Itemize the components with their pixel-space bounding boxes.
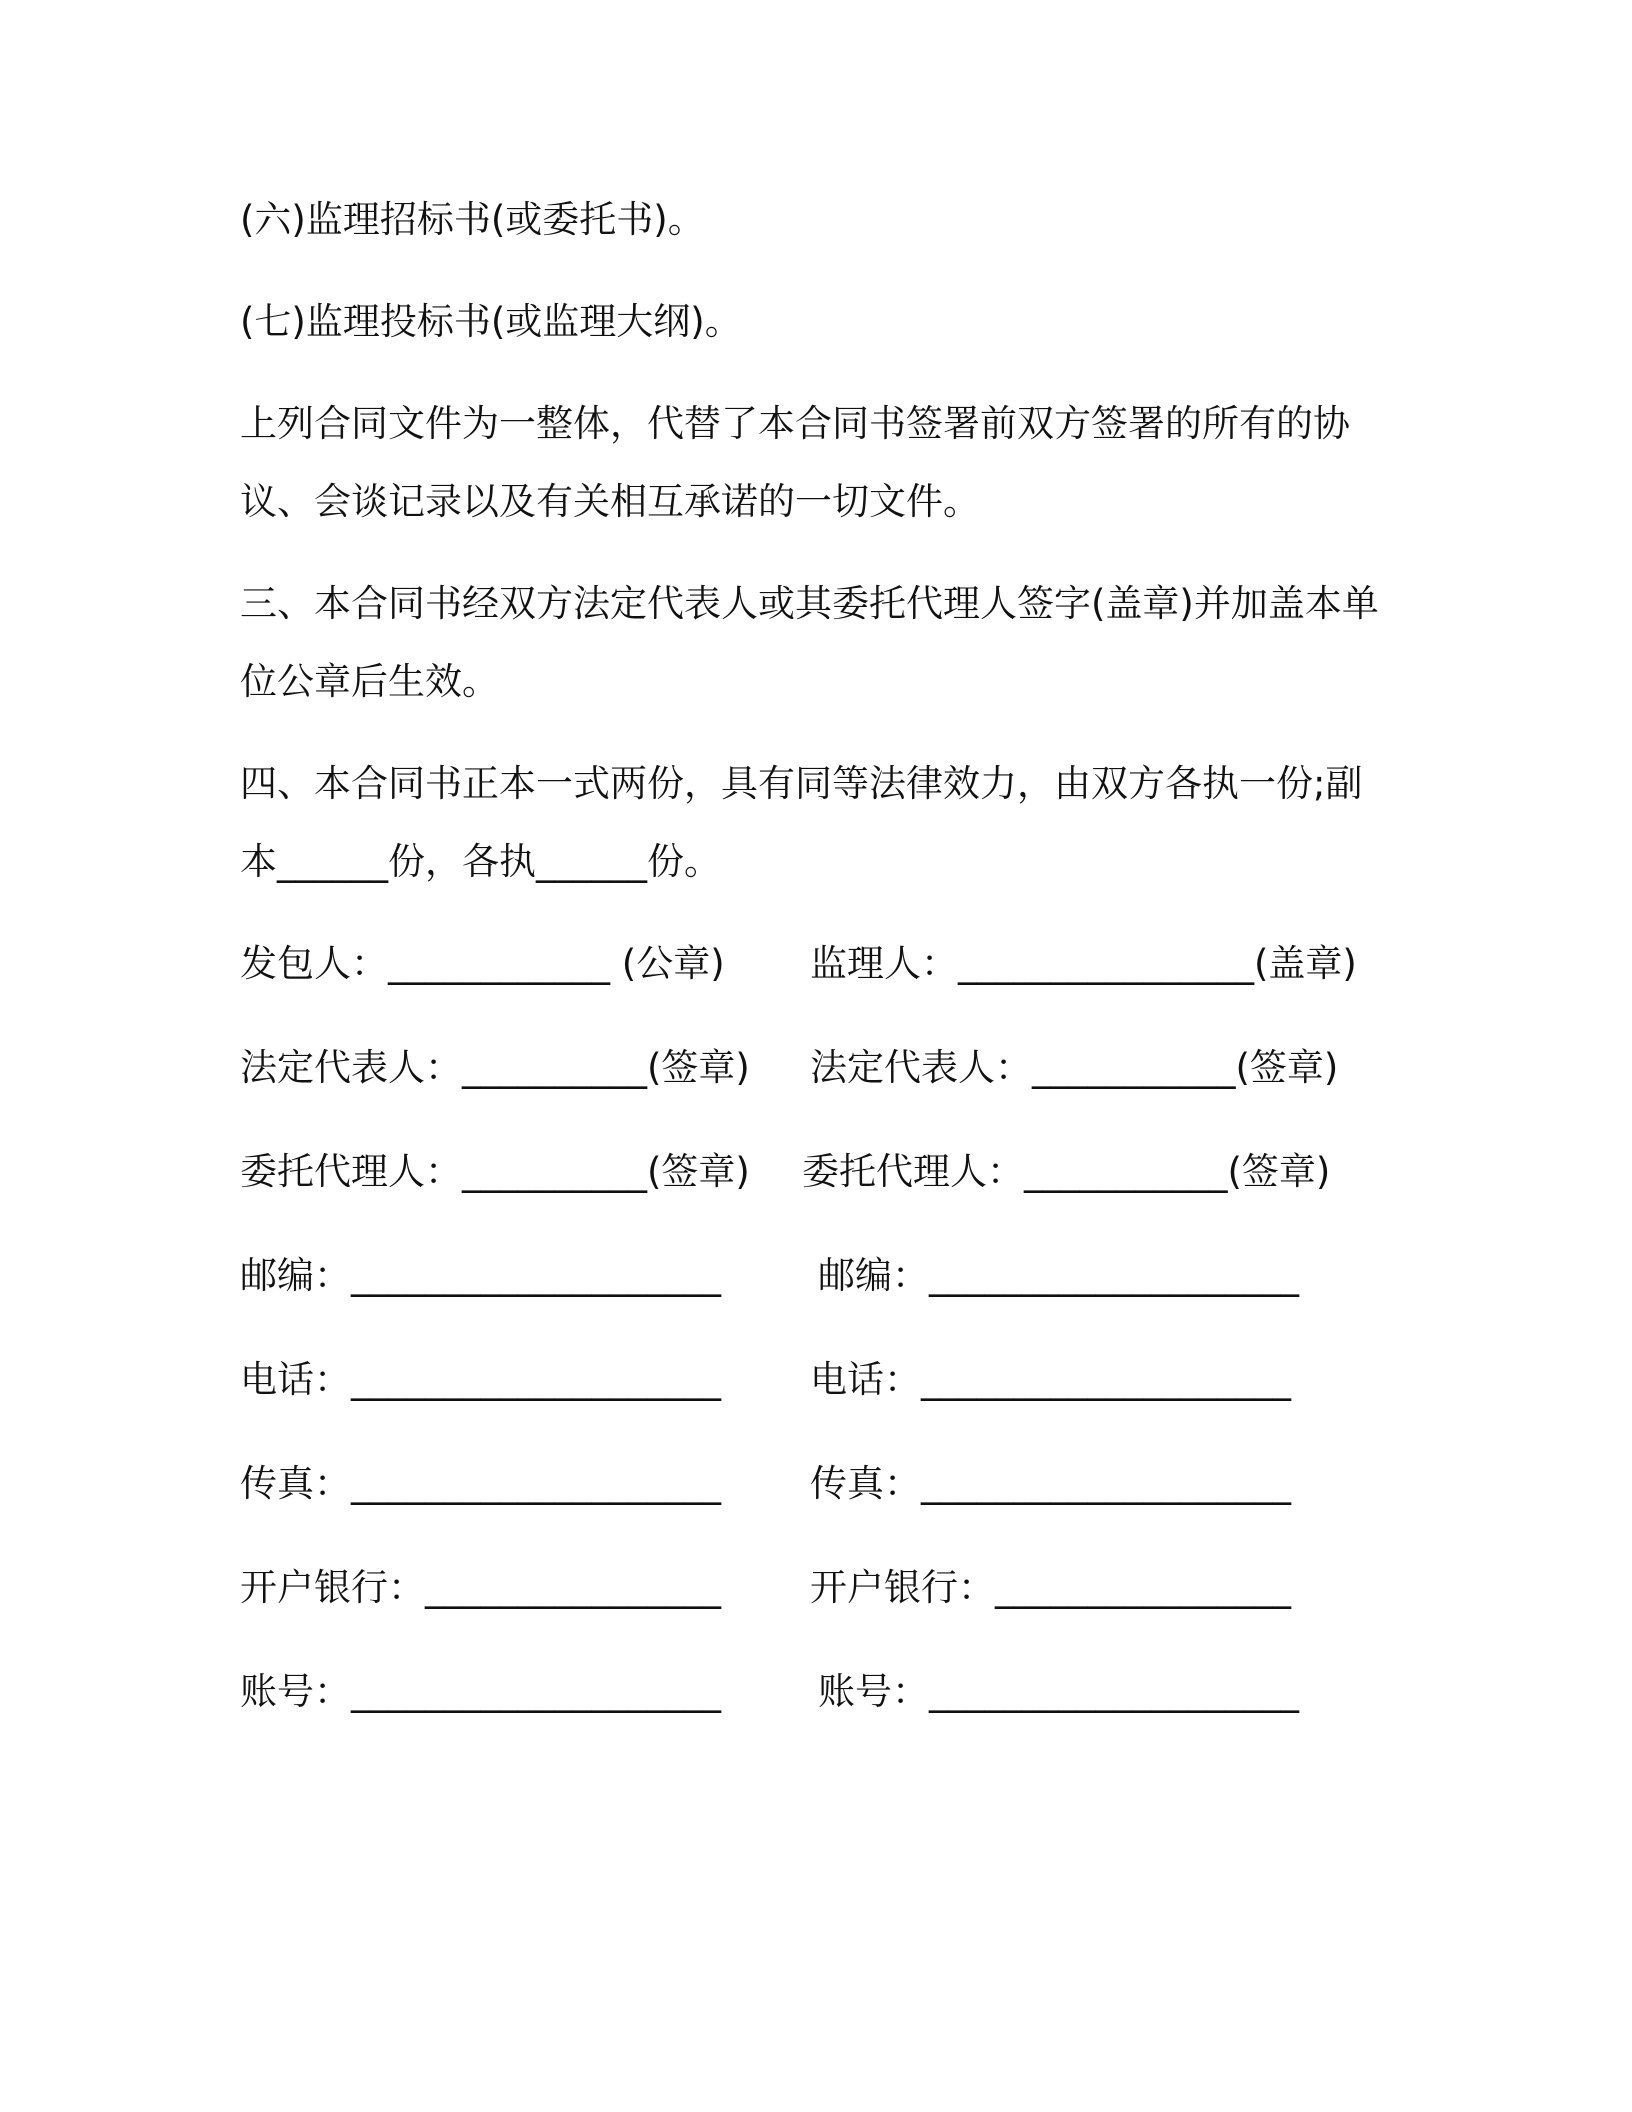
signature-row-account	[0, 1668, 1632, 1716]
signature-row-party	[0, 940, 1632, 988]
clause-3-line-1: 三、本合同书经双方法定代表人或其委托代理人签字(盖章)并加盖本单	[240, 582, 1379, 625]
employer-field: 发包人：____________ (公章)	[240, 942, 725, 985]
employer-fax-field: 传真：____________________	[240, 1462, 721, 1505]
whole-document-line-1: 上列合同文件为一整体，代替了本合同书签署前双方签署的所有的协	[240, 402, 1350, 445]
signature-row-fax	[0, 1460, 1632, 1508]
clause-3-line-2: 位公章后生效。	[240, 660, 499, 703]
item-7: (七)监理投标书(或监理大纲)。	[240, 300, 742, 343]
clause-4-line-2: 本______份，各执______份。	[240, 840, 721, 883]
signature-row-legal-rep	[0, 1044, 1632, 1092]
signature-row-phone	[0, 1356, 1632, 1404]
signature-row-agent	[0, 1148, 1632, 1196]
clause-4-line-1: 四、本合同书正本一式两份，具有同等法律效力，由双方各执一份;副	[240, 762, 1363, 805]
employer-legal-rep-field: 法定代表人：__________(签章)	[240, 1046, 750, 1089]
supervisor-account-field: 账号：____________________	[818, 1670, 1299, 1713]
supervisor-field: 监理人：________________(盖章)	[810, 942, 1357, 985]
whole-document-line-2: 议、会谈记录以及有关相互承诺的一切文件。	[240, 480, 980, 523]
supervisor-postcode-field: 邮编：____________________	[818, 1254, 1299, 1297]
employer-account-field: 账号：____________________	[240, 1670, 721, 1713]
supervisor-legal-rep-field: 法定代表人：___________(签章)	[810, 1046, 1339, 1089]
supervisor-bank-field: 开户银行：________________	[810, 1566, 1291, 1609]
supervisor-fax-field: 传真：____________________	[810, 1462, 1291, 1505]
supervisor-agent-field: 委托代理人：___________(签章)	[802, 1150, 1331, 1193]
signature-row-bank	[0, 1564, 1632, 1612]
employer-agent-field: 委托代理人：__________(签章)	[240, 1150, 750, 1193]
employer-phone-field: 电话：____________________	[240, 1358, 721, 1401]
supervisor-phone-field: 电话：____________________	[810, 1358, 1291, 1401]
employer-postcode-field: 邮编：____________________	[240, 1254, 721, 1297]
signature-row-postcode	[0, 1252, 1632, 1300]
employer-bank-field: 开户银行：________________	[240, 1566, 721, 1609]
item-6: (六)监理招标书(或委托书)。	[240, 198, 705, 241]
